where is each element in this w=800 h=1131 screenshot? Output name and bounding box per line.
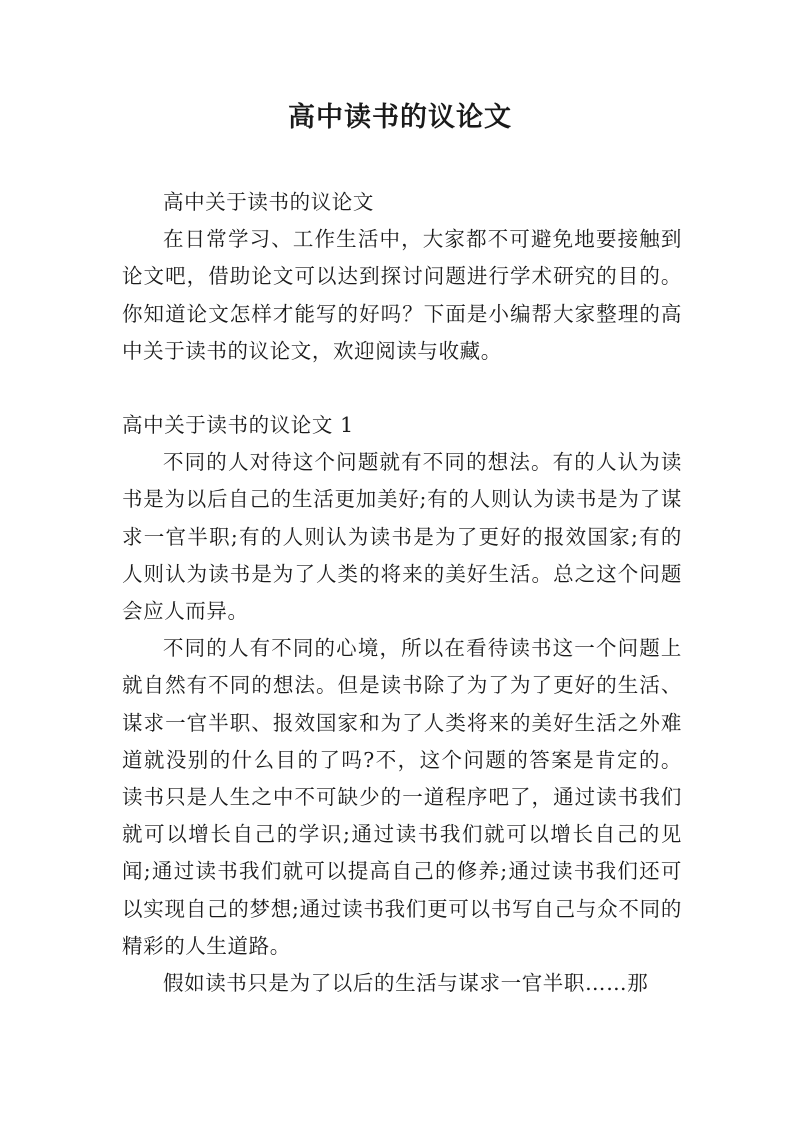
body-paragraph-3: 假如读书只是为了以后的生活与谋求一官半职……那	[163, 971, 649, 996]
document-title: 高中读书的议论文	[288, 102, 512, 133]
body-paragraph-1: 不同的人对待这个问题就有不同的想法。有的人认为读书是为以后自己的生活更加美好;有的人则认为读书是为了谋求一官半职;有的人则认为读书是为了更好的报效国家;有的人则认为读书是为了人类的将来的美好生活。总之这个问题会应人而异。	[122, 450, 682, 624]
intro-paragraph: 在日常学习、工作生活中，大家都不可避免地要接触到论文吧，借助论文可以达到探讨问题进行学术研究的目的。你知道论文怎样才能写的好吗？下面是小编帮大家整理的高中关于读书的议论文，欢迎阅读与收藏。	[122, 227, 682, 363]
section-heading: 高中关于读书的议论文 1	[122, 413, 354, 438]
body-paragraph-2: 不同的人有不同的心境，所以在看待读书这一个问题上就自然有不同的想法。但是读书除了为了为了更好的生活、谋求一官半职、报效国家和为了人类将来的美好生活之外难道就没别的什么目的了吗?不，这个问题的答案是肯定的。读书只是人生之中不可缺少的一道程序吧了，通过读书我们就可以增长自己的学识;通过读书我们就可以增长自己的见闻;通过读书我们就可以提高自己的修养;通过读书我们还可以实现自己的梦想;通过读书我们更可以书写自己与众不同的精彩的人生道路。	[122, 636, 682, 958]
intro-subtitle: 高中关于读书的议论文	[163, 190, 374, 214]
paragraph-spacer	[122, 370, 682, 407]
document-body	[122, 184, 682, 1002]
